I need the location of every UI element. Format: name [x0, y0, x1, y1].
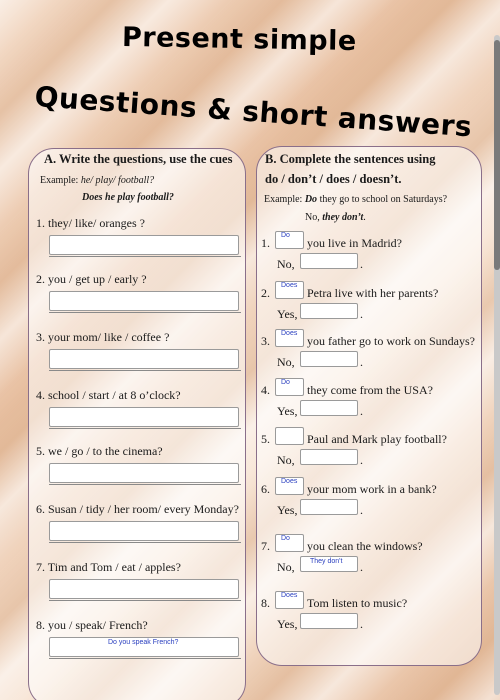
answer-line — [49, 370, 241, 371]
answer-input[interactable] — [49, 521, 239, 541]
sentence-text: Paul and Mark play football? — [307, 432, 447, 446]
item-number: 1. — [261, 236, 270, 250]
short-answer-text: They don't — [310, 558, 343, 565]
example-label: Example: — [40, 175, 81, 186]
sentence-text: you live in Madrid? — [307, 236, 402, 250]
short-answer-prefix: No, — [277, 453, 295, 467]
short-answer-prefix: Yes, — [277, 617, 298, 631]
item-number: 3. — [261, 334, 270, 348]
answer-line — [49, 658, 241, 659]
answer-line — [49, 428, 241, 429]
sentence-text: Tom listen to music? — [307, 596, 408, 610]
section-b-example-1 — [264, 194, 447, 205]
question-cue: 7. Tim and Tom / eat / apples? — [36, 560, 181, 574]
sentence-text: you father go to work on Sundays? — [307, 334, 475, 348]
verb-fill-text: Do — [281, 379, 290, 386]
example-b2-pre: No, — [305, 212, 323, 223]
page-title: Present simple — [121, 21, 357, 58]
example-b2-post: . — [363, 212, 366, 223]
example-b-post: they go to school on Saturdays? — [317, 194, 448, 205]
short-answer-input[interactable] — [300, 303, 358, 319]
section-b-heading-1: B. Complete the sentences using — [265, 152, 436, 166]
example-b-bold: Do — [304, 194, 318, 205]
answer-line — [49, 312, 241, 313]
verb-fill-text: Does — [281, 330, 298, 337]
item-number: 5. — [261, 432, 270, 446]
question-cue: 3. your mom/ like / coffee ? — [36, 330, 170, 344]
period: . — [360, 355, 363, 369]
short-answer-input[interactable] — [300, 400, 358, 416]
period: . — [360, 404, 363, 418]
item-number: 8. — [261, 596, 270, 610]
example-answer: Does he play football? — [82, 192, 174, 203]
period: . — [360, 617, 363, 631]
short-answer-input[interactable] — [300, 351, 358, 367]
answer-input[interactable] — [49, 291, 239, 311]
verb-fill-text: Does — [281, 282, 298, 289]
verb-fill-text: Do — [281, 535, 290, 542]
page-subtitle: Questions & short answers — [33, 80, 474, 144]
question-cue: 1. they/ like/ oranges ? — [36, 216, 145, 230]
short-answer-prefix: Yes, — [277, 503, 298, 517]
short-answer-input[interactable] — [300, 449, 358, 465]
question-cue: 4. school / start / at 8 o’clock? — [36, 388, 181, 402]
answer-input[interactable] — [49, 407, 239, 427]
answer-text: Do you speak French? — [108, 639, 179, 646]
example-cue: he/ play/ football? — [80, 175, 155, 186]
item-number: 7. — [261, 539, 270, 553]
section-a-example — [40, 175, 154, 186]
verb-input[interactable] — [275, 427, 304, 445]
answer-input[interactable] — [49, 463, 239, 483]
example-b-pre: Example: — [264, 194, 305, 205]
short-answer-input[interactable] — [300, 253, 358, 269]
short-answer-prefix: No, — [277, 257, 295, 271]
period: . — [360, 453, 363, 467]
item-number: 4. — [261, 383, 270, 397]
section-a-heading: A. Write the questions, use the cues — [44, 152, 233, 166]
scrollbar-thumb[interactable] — [494, 40, 500, 270]
answer-input[interactable] — [49, 579, 239, 599]
sentence-text: Petra live with her parents? — [307, 286, 439, 300]
section-b-example-2 — [305, 212, 366, 223]
short-answer-input[interactable] — [300, 613, 358, 629]
item-number: 2. — [261, 286, 270, 300]
short-answer-prefix: No, — [277, 560, 295, 574]
answer-input[interactable] — [49, 235, 239, 255]
sentence-text: they come from the USA? — [307, 383, 433, 397]
period: . — [360, 503, 363, 517]
period: . — [360, 307, 363, 321]
short-answer-prefix: No, — [277, 355, 295, 369]
question-cue: 5. we / go / to the cinema? — [36, 444, 163, 458]
answer-line — [49, 600, 241, 601]
answer-line — [49, 542, 241, 543]
short-answer-input[interactable] — [300, 499, 358, 515]
question-cue: 2. you / get up / early ? — [36, 272, 147, 286]
question-cue: 6. Susan / tidy / her room/ every Monday? — [36, 502, 239, 516]
sentence-text: you clean the windows? — [307, 539, 423, 553]
answer-input[interactable] — [49, 349, 239, 369]
example-b2-bold: they don’t — [322, 212, 364, 223]
verb-fill-text: Does — [281, 592, 298, 599]
sentence-text: your mom work in a bank? — [307, 482, 437, 496]
verb-fill-text: Do — [281, 232, 290, 239]
short-answer-prefix: Yes, — [277, 404, 298, 418]
section-b-heading-2: do / don’t / does / doesn’t. — [265, 172, 402, 186]
answer-line — [49, 256, 241, 257]
verb-fill-text: Does — [281, 478, 298, 485]
item-number: 6. — [261, 482, 270, 496]
question-cue: 8. you / speak/ French? — [36, 618, 148, 632]
answer-line — [49, 484, 241, 485]
short-answer-prefix: Yes, — [277, 307, 298, 321]
period: . — [360, 560, 363, 574]
period: . — [360, 257, 363, 271]
